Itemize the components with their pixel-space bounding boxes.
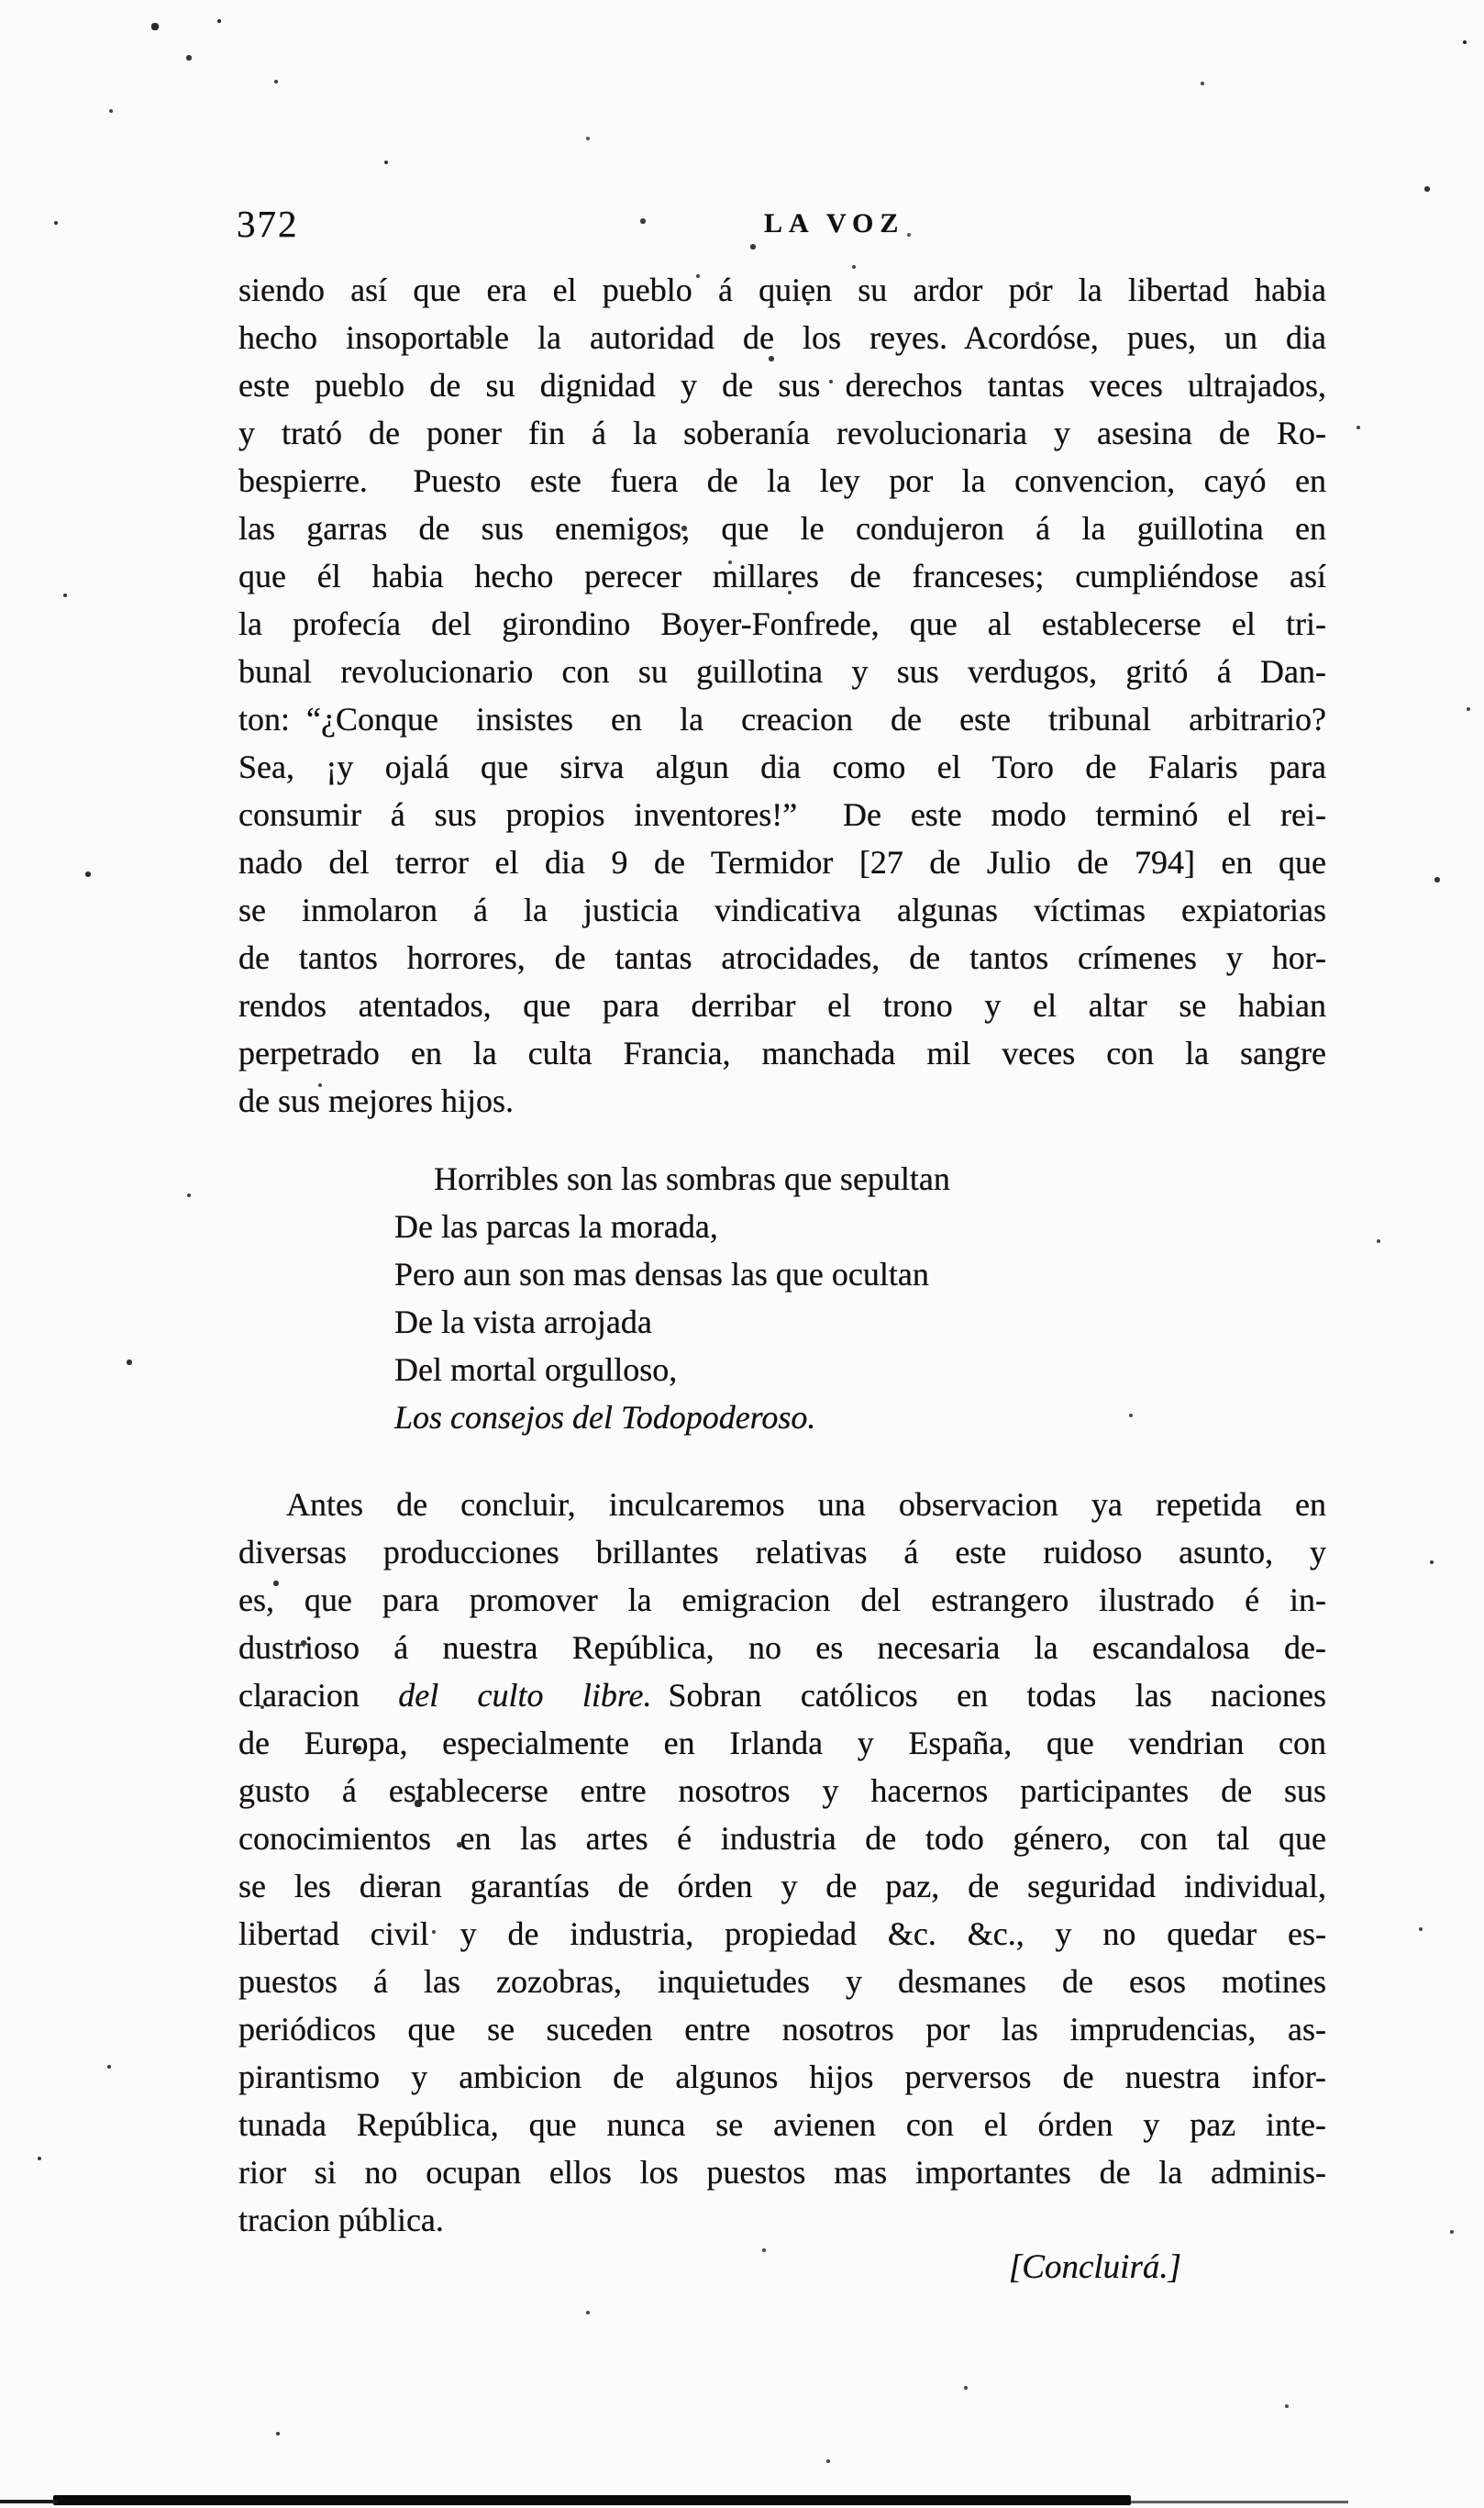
text-line: se inmolaron á la justicia vindicativa algunas víctimas expiatorias [238, 892, 1326, 928]
text-line: Los consejos del Todopoderoso. [394, 1399, 816, 1436]
page-number: 372 [237, 203, 299, 245]
text-line: tracion pública. [238, 2202, 444, 2238]
text-line: libertad civil y de industria, propiedad &c. &c., y no quedar es- [238, 1915, 1326, 1952]
text-line: consumir á sus propios inventores!” De este modo terminó el rei- [238, 796, 1326, 833]
text-line: rior si no ocupan ellos los puestos mas importantes de la adminis- [238, 2154, 1326, 2191]
text-line: Antes de concluir, inculcaremos una observacion ya repetida en [286, 1486, 1326, 1523]
text-line: puestos á las zozobras, inquietudes y desmanes de esos motines [238, 1963, 1326, 2000]
text-line: este pueblo de su dignidad y de sus derechos tantas veces ultrajados, [238, 367, 1326, 404]
text-line: y trató de poner fin á la soberanía revolucionaria y asesina de Ro- [238, 415, 1326, 451]
scan-noise-speckles [0, 0, 2, 2]
text-line: De la vista arrojada [394, 1304, 652, 1340]
text-line: de tantos horrores, de tantas atrocidades, de tantos crímenes y hor- [238, 939, 1326, 976]
text-line: De las parcas la morada, [394, 1208, 718, 1245]
text-line: de Europa, especialmente en Irlanda y España, que vendrian con [238, 1725, 1326, 1761]
text-line: bunal revolucionario con su guillotina y sus verdugos, gritó á Dan- [238, 653, 1326, 690]
text-line: conocimientos en las artes é industria de todo género, con tal que [238, 1820, 1326, 1857]
text-line: ton: “¿Conque insistes en la creacion de este tribunal arbitrario? [238, 701, 1326, 738]
concluding-paragraph [238, 1481, 1326, 2244]
text-line: rendos atentados, que para derribar el trono y el altar se habian [238, 987, 1326, 1024]
text-line: perpetrado en la culta Francia, manchada mil veces con la sangre [238, 1035, 1326, 1071]
text-line: las garras de sus enemigos, que le condujeron á la guillotina en [238, 510, 1326, 547]
scan-edge-artifact-right-tail [1128, 2501, 1348, 2503]
text-line: Del mortal orgulloso, [394, 1351, 678, 1388]
text-line: hecho insoportable la autoridad de los reyes. Acordóse, pues, un dia [238, 319, 1326, 356]
text-line: diversas producciones brillantes relativas á este ruidoso asunto, y [238, 1534, 1326, 1570]
text-line: pirantismo y ambicion de algunos hijos perversos de nuestra infor- [238, 2059, 1326, 2095]
scan-edge-artifact-bar [53, 2495, 1131, 2505]
text-line: periódicos que se suceden entre nosotros por las imprudencias, as- [238, 2011, 1326, 2047]
text-line: Pero aun son mas densas las que ocultan [394, 1256, 929, 1293]
text-line: claracion del culto libre. Sobran católicos en todas las naciones [238, 1677, 1326, 1714]
text-line: dustrioso á nuestra República, no es necesaria la escandalosa de- [238, 1629, 1326, 1666]
text-line: gusto á establecerse entre nosotros y hacernos participantes de sus [238, 1772, 1326, 1809]
main-paragraph [238, 266, 1326, 1125]
scan-edge-artifact-left-tail [0, 2500, 57, 2503]
text-line: de sus mejores hijos. [238, 1082, 514, 1119]
text-line: nado del terror el dia 9 de Termidor [27 de Julio de 794] en que [238, 844, 1326, 881]
text-line: se les dieran garantías de órden y de paz, de seguridad individual, [238, 1868, 1326, 1904]
text-line: siendo así que era el pueblo á quien su ardor por la libertad habia [238, 272, 1326, 308]
text-line: Horribles son las sombras que sepultan [434, 1160, 950, 1197]
text-line: tunada República, que nunca se avienen con el órden y paz inte- [238, 2106, 1326, 2143]
text-line: bespierre. Puesto este fuera de la ley por la convencion, cayó en [238, 462, 1326, 499]
text-line: que él habia hecho perecer millares de franceses; cumpliéndose así [238, 558, 1326, 594]
text-line: es, que para promover la emigracion del estrangero ilustrado é in- [238, 1581, 1326, 1618]
text-line: la profecía del girondino Boyer-Fonfrede, que al establecerse el tri- [238, 605, 1326, 642]
text-line: Sea, ¡y ojalá que sirva algun dia como el Toro de Falaris para [238, 749, 1326, 785]
poem-stanza [394, 1155, 1091, 1441]
running-header-title: LA VOZ [764, 208, 905, 239]
to-be-concluded-note: [Concluirá.] [1008, 2248, 1181, 2286]
